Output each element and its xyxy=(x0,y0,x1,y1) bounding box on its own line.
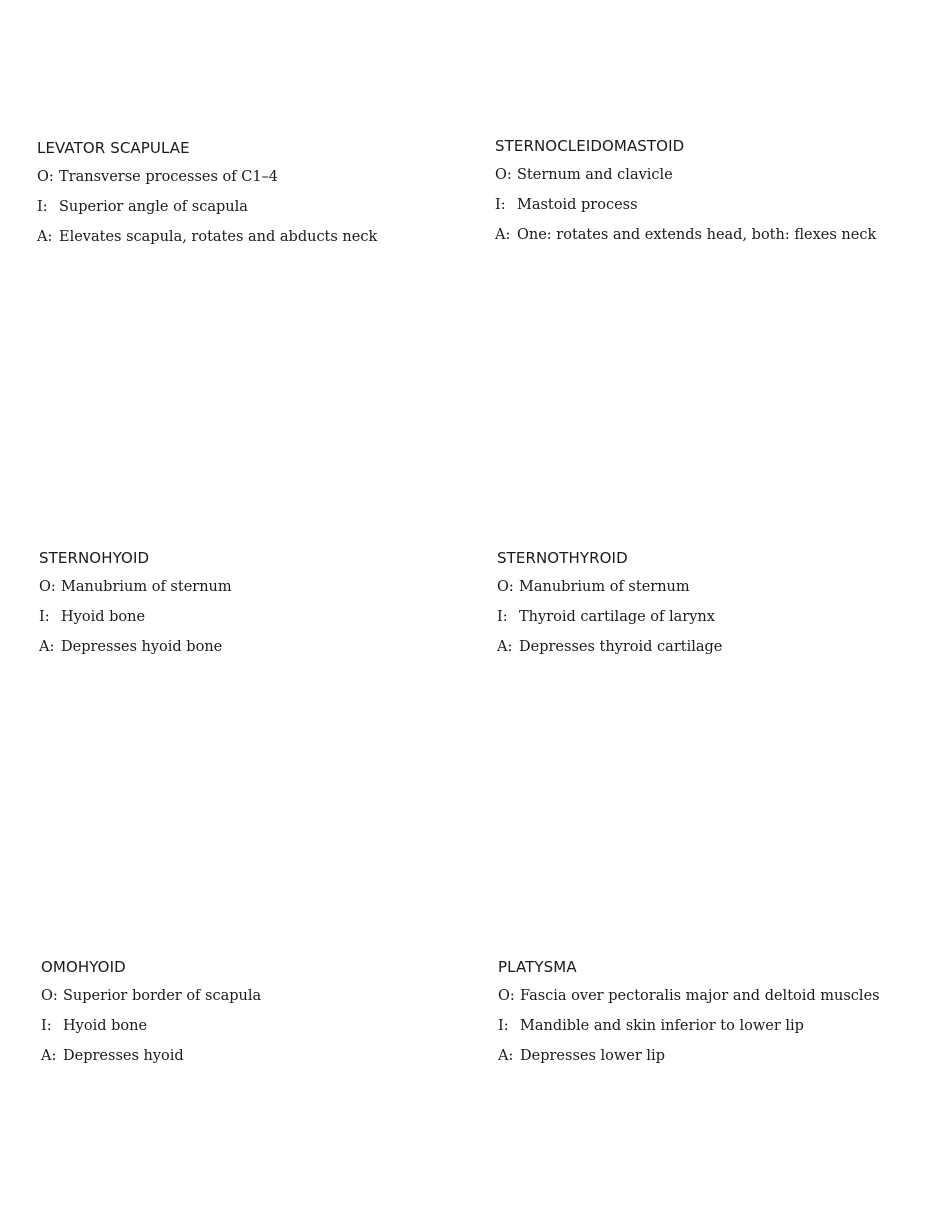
muscle-name: STERNOHYOID xyxy=(39,549,150,567)
origin-key: O: xyxy=(39,579,56,595)
action-key: A: xyxy=(41,1048,57,1064)
insertion-row xyxy=(495,196,915,214)
action-text: Elevates scapula, rotates and abducts neck xyxy=(59,229,378,245)
action-key: A: xyxy=(495,227,511,243)
origin-row xyxy=(495,166,915,184)
muscle-name: STERNOTHYROID xyxy=(497,549,628,567)
insertion-text: Hyoid bone xyxy=(63,1018,148,1034)
muscle-card-levator-scapulae xyxy=(37,139,457,258)
muscle-card-sternothyroid xyxy=(497,549,917,668)
muscle-card-omohyoid xyxy=(41,958,461,1077)
origin-row xyxy=(37,168,457,186)
origin-key: O: xyxy=(497,579,514,595)
muscle-name: STERNOCLEIDOMASTOID xyxy=(495,137,685,155)
insertion-text: Mastoid process xyxy=(517,197,638,213)
origin-text: Manubrium of sternum xyxy=(519,579,690,595)
action-text: Depresses thyroid cartilage xyxy=(519,639,723,655)
action-row xyxy=(495,226,915,244)
action-key: A: xyxy=(37,229,53,245)
insertion-row xyxy=(39,608,459,626)
muscle-card-sternocleidomastoid xyxy=(495,137,915,256)
action-row xyxy=(498,1047,918,1065)
insertion-key: I: xyxy=(497,609,508,625)
action-row xyxy=(39,638,459,656)
insertion-key: I: xyxy=(498,1018,509,1034)
action-text: Depresses hyoid xyxy=(63,1048,184,1064)
origin-key: O: xyxy=(41,988,58,1004)
insertion-text: Mandible and skin inferior to lower lip xyxy=(520,1018,804,1034)
action-row xyxy=(41,1047,461,1065)
origin-row xyxy=(498,987,918,1005)
origin-row xyxy=(41,987,461,1005)
action-row xyxy=(37,228,457,246)
insertion-key: I: xyxy=(41,1018,52,1034)
muscle-card-sternohyoid xyxy=(39,549,459,668)
insertion-key: I: xyxy=(495,197,506,213)
muscle-name: OMOHYOID xyxy=(41,958,126,976)
insertion-row xyxy=(497,608,917,626)
action-text: Depresses hyoid bone xyxy=(61,639,223,655)
muscle-name: PLATYSMA xyxy=(498,958,577,976)
insertion-row xyxy=(37,198,457,216)
insertion-row xyxy=(41,1017,461,1035)
origin-key: O: xyxy=(37,169,54,185)
origin-text: Manubrium of sternum xyxy=(61,579,232,595)
origin-text: Sternum and clavicle xyxy=(517,167,673,183)
muscle-card-platysma xyxy=(498,958,918,1077)
insertion-row xyxy=(498,1017,918,1035)
action-text: Depresses lower lip xyxy=(520,1048,665,1064)
origin-text: Fascia over pectoralis major and deltoid muscles xyxy=(520,988,880,1004)
action-text: One: rotates and extends head, both: flexes neck xyxy=(517,227,877,243)
insertion-text: Superior angle of scapula xyxy=(59,199,248,215)
origin-row xyxy=(497,578,917,596)
muscle-name: LEVATOR SCAPULAE xyxy=(37,139,190,157)
insertion-text: Hyoid bone xyxy=(61,609,146,625)
action-key: A: xyxy=(39,639,55,655)
origin-text: Transverse processes of C1–4 xyxy=(59,169,279,185)
origin-key: O: xyxy=(495,167,512,183)
action-key: A: xyxy=(498,1048,514,1064)
origin-text: Superior border of scapula xyxy=(63,988,262,1004)
origin-row xyxy=(39,578,459,596)
origin-key: O: xyxy=(498,988,515,1004)
insertion-key: I: xyxy=(39,609,50,625)
insertion-key: I: xyxy=(37,199,48,215)
action-row xyxy=(497,638,917,656)
insertion-text: Thyroid cartilage of larynx xyxy=(519,609,715,625)
action-key: A: xyxy=(497,639,513,655)
